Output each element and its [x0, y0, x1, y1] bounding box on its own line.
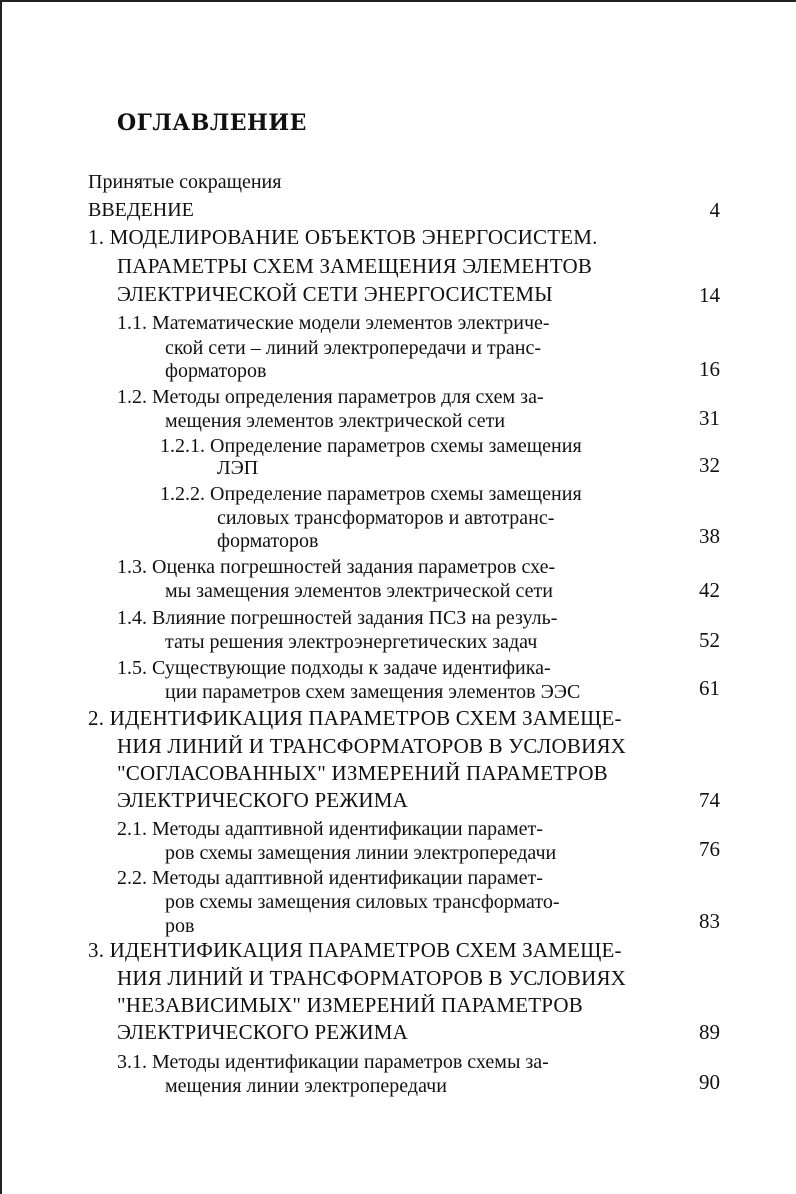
- toc-chapter-3-line-1: 3. ИДЕНТИФИКАЦИЯ ПАРАМЕТРОВ СХЕМ ЗАМЕЩЕ-: [88, 938, 622, 962]
- page-edge-left: [0, 0, 2, 1194]
- page-number-section-3-1: 90: [699, 1070, 720, 1094]
- page-number-section-1-1: 16: [699, 357, 720, 381]
- toc-chapter-3-line-2: НИЯ ЛИНИЙ И ТРАНСФОРМАТОРОВ В УСЛОВИЯХ: [117, 966, 627, 990]
- toc-chapter-2-line-3: "СОГЛАСОВАННЫХ" ИЗМЕРЕНИЙ ПАРАМЕТРОВ: [117, 761, 608, 785]
- page-number-subsection-1-2-2: 38: [699, 524, 720, 548]
- page-number-section-1-2: 31: [699, 406, 720, 430]
- toc-section-1-4-line-1: 1.4. Влияние погрешностей задания ПСЗ на резуль-: [117, 607, 558, 629]
- page-number-intro: 4: [709, 198, 720, 222]
- toc-section-1-1-line-2: ской сети – линий электропередачи и транс-: [165, 337, 542, 359]
- toc-subsection-1-2-2-line-1: 1.2.2. Определение параметров схемы замещения: [160, 483, 582, 505]
- toc-section-2-2-line-1: 2.2. Методы адаптивной идентификации парамет-: [117, 867, 543, 889]
- toc-chapter-1-line-3: ЭЛЕКТРИЧЕСКОЙ СЕТИ ЭНЕРГОСИСТЕМЫ: [117, 282, 553, 306]
- toc-section-2-1-line-2: ров схемы замещения линии электропередачи: [165, 842, 557, 864]
- toc-section-1-4-line-2: таты решения электроэнергетических задач: [165, 631, 538, 653]
- toc-chapter-2-line-4: ЭЛЕКТРИЧЕСКОГО РЕЖИМА: [117, 788, 408, 812]
- toc-subsection-1-2-1-line-2: ЛЭП: [217, 457, 259, 479]
- toc-section-3-1-line-1: 3.1. Методы идентификации параметров схемы за-: [117, 1051, 549, 1073]
- toc-chapter-3-line-4: ЭЛЕКТРИЧЕСКОГО РЕЖИМА: [117, 1020, 408, 1044]
- toc-chapter-1-line-2: ПАРАМЕТРЫ СХЕМ ЗАМЕЩЕНИЯ ЭЛЕМЕНТОВ: [117, 254, 593, 278]
- page-edge-top: [0, 0, 796, 2]
- toc-entry-abbreviations: Принятые сокращения: [88, 171, 282, 193]
- page-number-section-1-5: 61: [699, 676, 720, 700]
- page-number-chapter-2: 74: [699, 788, 720, 812]
- toc-section-2-2-line-3: ров: [165, 915, 195, 937]
- toc-chapter-3-line-3: "НЕЗАВИСИМЫХ" ИЗМЕРЕНИЙ ПАРАМЕТРОВ: [117, 993, 583, 1017]
- toc-chapter-2-line-1: 2. ИДЕНТИФИКАЦИЯ ПАРАМЕТРОВ СХЕМ ЗАМЕЩЕ-: [88, 706, 622, 730]
- toc-subsection-1-2-2-line-3: форматоров: [217, 530, 319, 552]
- page-number-section-2-2: 83: [699, 909, 720, 933]
- toc-section-1-5-line-2: ции параметров схем замещения элементов ЭЭС: [165, 681, 581, 703]
- toc-subsection-1-2-2-line-2: силовых трансформаторов и автотранс-: [217, 507, 555, 529]
- toc-section-1-1-line-3: форматоров: [165, 360, 267, 382]
- toc-chapter-2-line-2: НИЯ ЛИНИЙ И ТРАНСФОРМАТОРОВ В УСЛОВИЯХ: [117, 734, 627, 758]
- toc-section-1-5-line-1: 1.5. Существующие подходы к задаче идентифика-: [117, 657, 551, 679]
- toc-section-2-2-line-2: ров схемы замещения силовых трансформато-: [165, 891, 560, 913]
- toc-section-1-1-line-1: 1.1. Математические модели элементов электриче-: [117, 312, 550, 334]
- toc-subsection-1-2-1-line-1: 1.2.1. Определение параметров схемы замещения: [160, 435, 582, 457]
- toc-section-1-3-line-2: мы замещения элементов электрической сети: [165, 580, 553, 602]
- toc-chapter-1-line-1: 1. МОДЕЛИРОВАНИЕ ОБЪЕКТОВ ЭНЕРГОСИСТЕМ.: [88, 225, 598, 249]
- page-number-section-1-4: 52: [699, 628, 720, 652]
- toc-section-2-1-line-1: 2.1. Методы адаптивной идентификации парамет-: [117, 818, 543, 840]
- page-number-section-2-1: 76: [699, 837, 720, 861]
- toc-section-3-1-line-2: мещения линии электропередачи: [165, 1075, 447, 1097]
- toc-section-1-2-line-1: 1.2. Методы определения параметров для схем за-: [117, 386, 544, 408]
- page-number-subsection-1-2-1: 32: [699, 453, 720, 477]
- page-number-section-1-3: 42: [699, 578, 720, 602]
- toc-section-1-3-line-1: 1.3. Оценка погрешностей задания параметров схе-: [117, 556, 556, 578]
- toc-title: ОГЛАВЛЕНИЕ: [117, 110, 307, 136]
- toc-entry-intro: ВВЕДЕНИЕ: [88, 199, 194, 221]
- page-number-chapter-3: 89: [699, 1020, 720, 1044]
- toc-section-1-2-line-2: мещения элементов электрической сети: [165, 410, 506, 432]
- page-number-chapter-1: 14: [699, 283, 720, 307]
